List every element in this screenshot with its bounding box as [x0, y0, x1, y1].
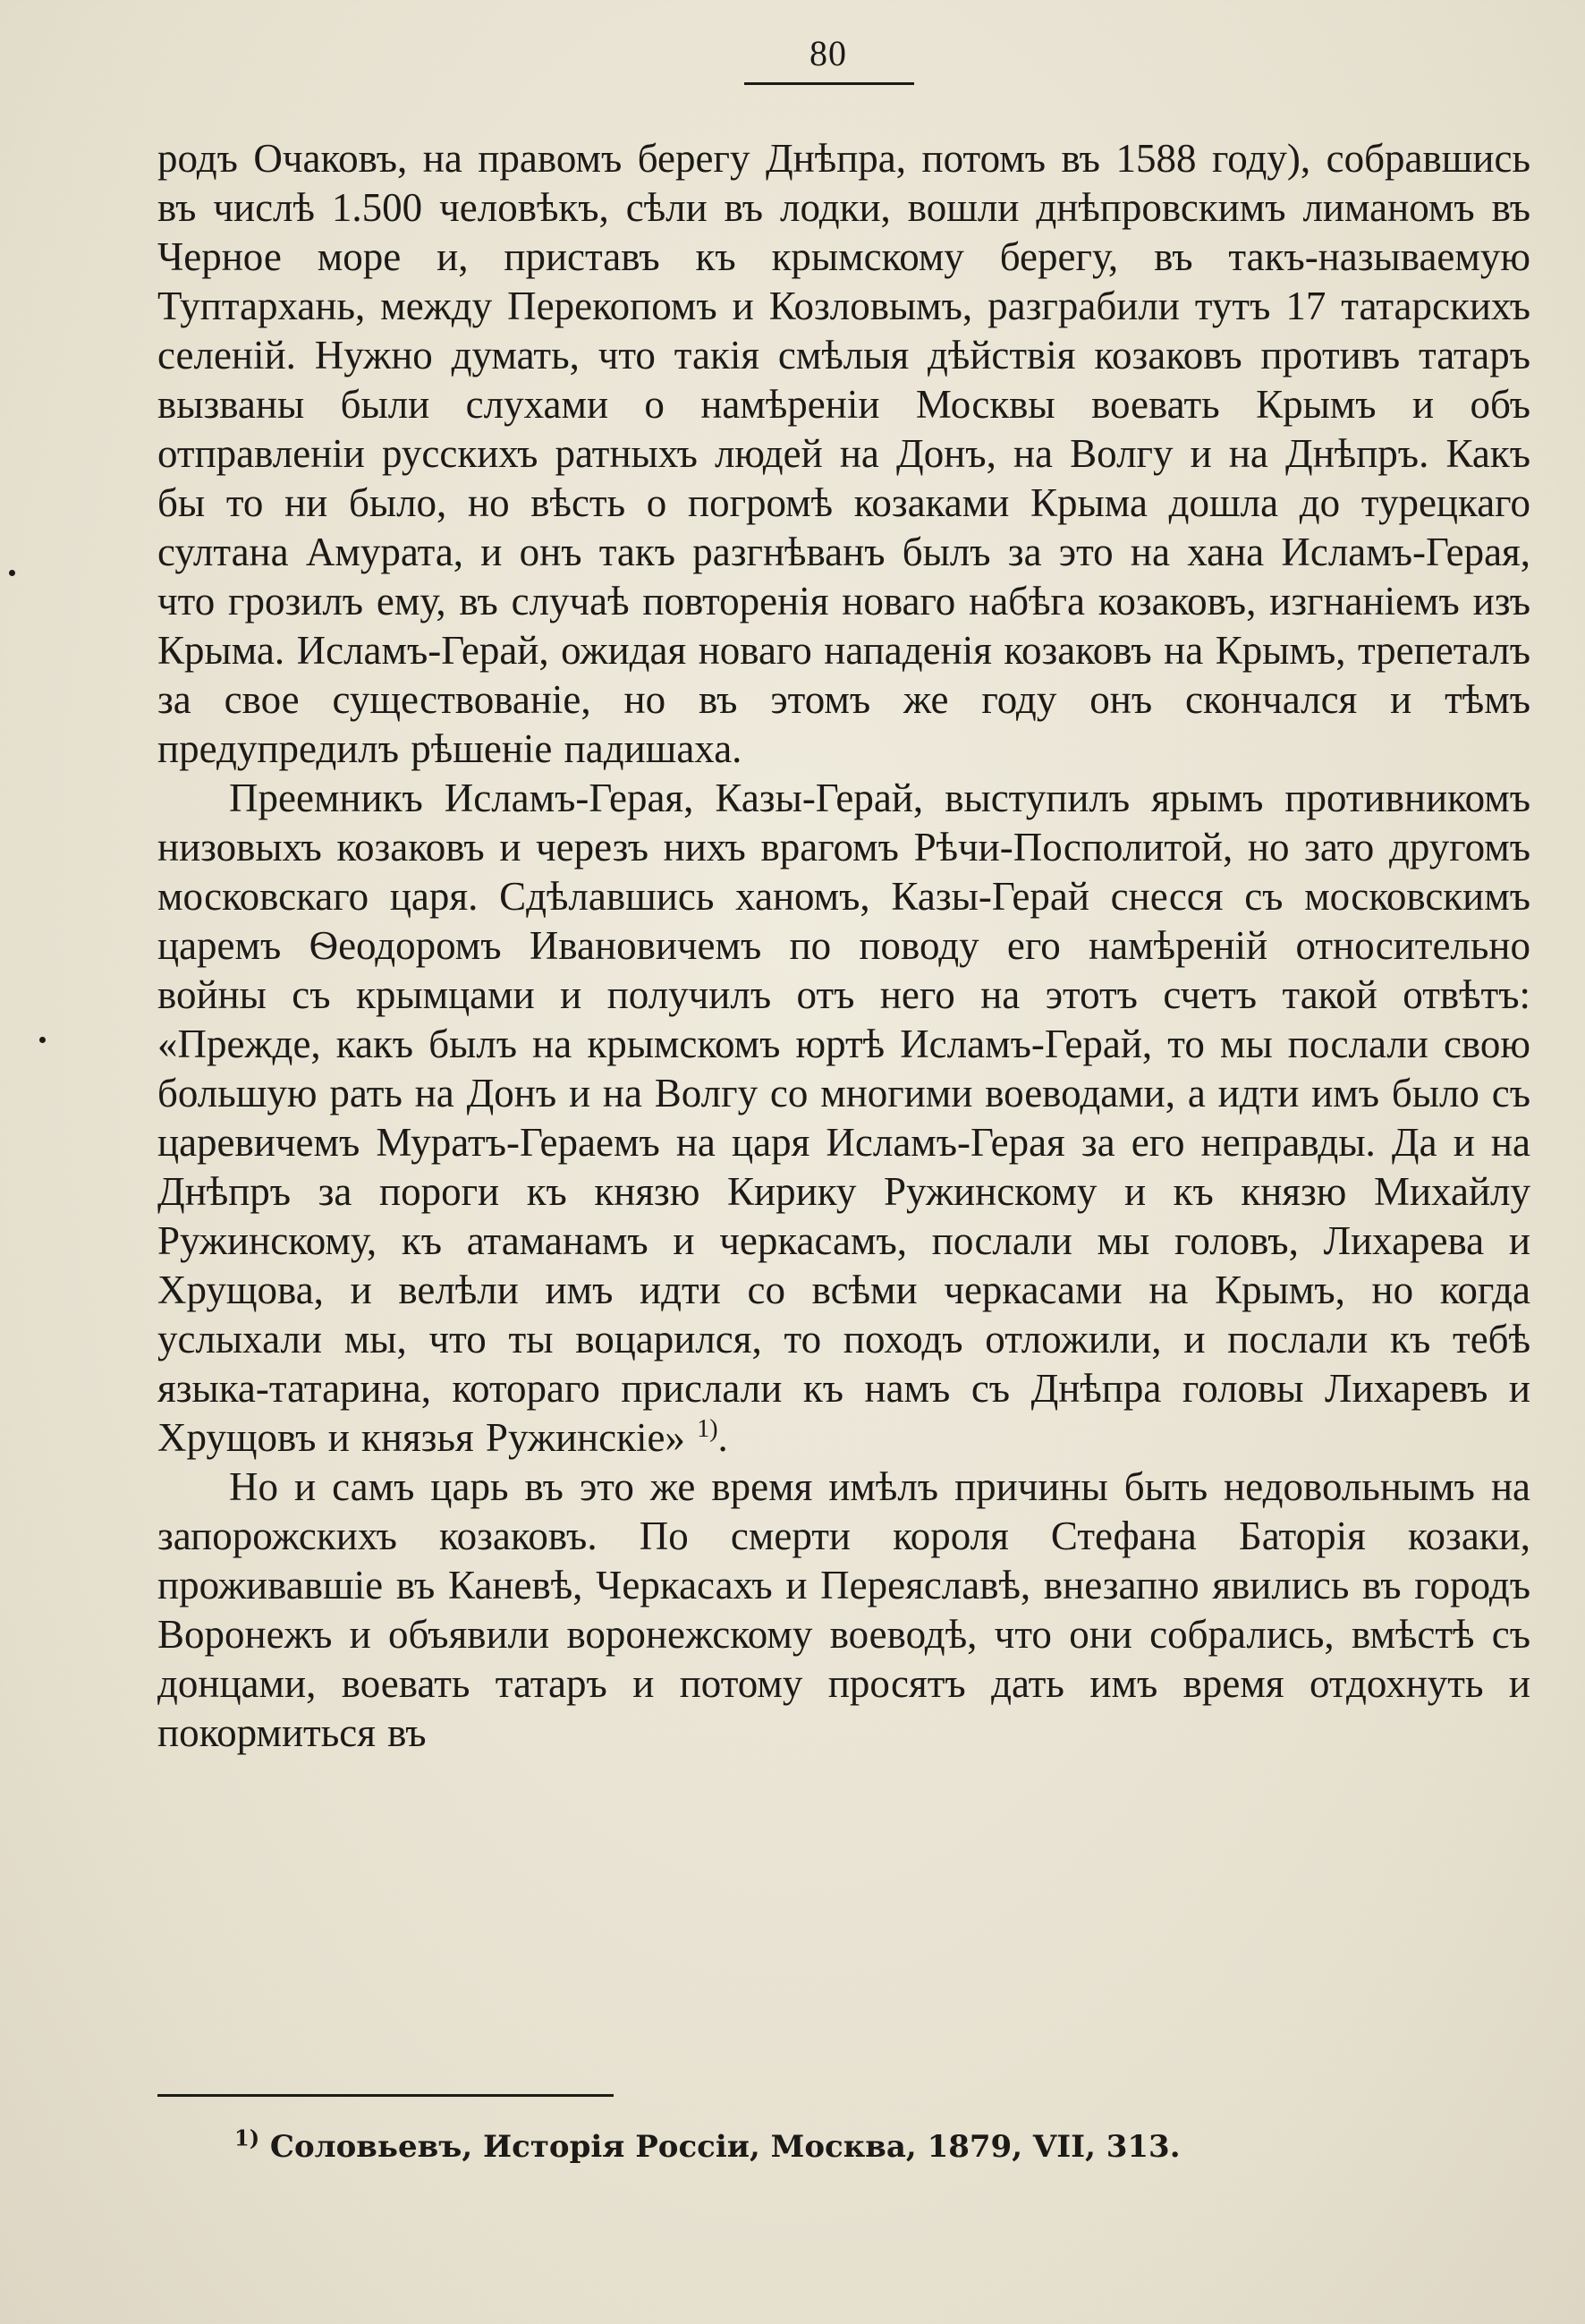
- paragraph-2: [157, 774, 1530, 1463]
- paragraph-2-end: .: [717, 1415, 728, 1460]
- paragraph-3: Но и самъ царь въ это же время имѣлъ причины быть недовольнымъ на запорожскихъ козаковъ. По смерти короля Стефана Баторія козаки, проживавшіе въ Каневѣ, Черкасахъ и Переяславѣ, внезапно явились въ городъ Воронежъ и объявили воронежскому воеводѣ, что они собрались, вмѣстѣ съ донцами, воевать татаръ и потому просятъ дать имъ время отдохнуть и покормиться въ: [157, 1464, 1530, 1755]
- body-text: [157, 134, 1530, 1758]
- paragraph-2-text: Преемникъ Исламъ-Герая, Казы-Герай, выступилъ ярымъ противникомъ низовыхъ козаковъ и черезъ нихъ врагомъ Рѣчи-Посполитой, но зато другомъ московскаго царя. Сдѣлавшись ханомъ, Казы-Герай снесся съ московскимъ царемъ Ѳеодоромъ Ивановичемъ по поводу его намѣреній относительно войны съ крымцами и получилъ отъ него на этотъ счетъ такой отвѣтъ: «Прежде, какъ былъ на крымскомъ юртѣ Исламъ-Герай, то мы послали свою большую рать на Донъ и на Волгу со многими воеводами, а идти имъ было съ царевичемъ Муратъ-Гераемъ на царя Исламъ-Герая за его неправды. Да и на Днѣпръ за пороги къ князю Кирику Ружинскому и къ князю Михайлу Ружинскому, къ атаманамъ и черкасамъ, послали мы головъ, Лихарева и Хрущова, и велѣли имъ идти со всѣми черкасами на Крымъ, но когда услыхали мы, что ты воцарился, то походъ отложили, и послали къ тебѣ языка-татарина, котораго прислали къ намъ съ Днѣпра головы Лихаревъ и Хрущовъ и князья Ружинскіе»: [157, 776, 1530, 1460]
- margin-dot: [9, 570, 15, 576]
- footnote-mark: 1): [234, 2125, 260, 2151]
- footnote: [234, 2125, 1487, 2168]
- page-number-rule: [744, 82, 914, 85]
- page-number: 80: [809, 33, 847, 73]
- footnote-rule: [157, 2094, 614, 2097]
- footnote-text: Соловьевъ, Исторія Россіи, Москва, 1879, VII, 313.: [269, 2129, 1181, 2165]
- margin-dot: [39, 1037, 46, 1043]
- footnote-reference[interactable]: 1): [697, 1415, 718, 1443]
- paragraph-1: родъ Очаковъ, на правомъ берегу Днѣпра, потомъ въ 1588 году), собравшись въ числѣ 1.500 человѣкъ, сѣли въ лодки, вошли днѣпровскимъ лиманомъ въ Черное море и, приставъ къ крымскому берегу, въ такъ-называемую Туптархань, между Перекопомъ и Козловымъ, разграбили тутъ 17 татарскихъ селеній. Нужно думать, что такія смѣлыя дѣйствія козаковъ противъ татаръ вызваны были слухами о намѣреніи Москвы воевать Крымъ и объ отправленіи русскихъ ратныхъ людей на Донъ, на Волгу и на Днѣпръ. Какъ бы то ни было, но вѣсть о погромѣ козаками Крыма дошла до турецкаго султана Амурата, и онъ такъ разгнѣванъ былъ за это на хана Исламъ-Герая, что грозилъ ему, въ случаѣ повторенія новаго набѣга козаковъ, изгнаніемъ изъ Крыма. Исламъ-Герай, ожидая новаго нападенія козаковъ на Крымъ, трепеталъ за свое существованіе, но въ этомъ же году онъ скончался и тѣмъ предупредилъ рѣшеніе падишаха.: [157, 136, 1530, 771]
